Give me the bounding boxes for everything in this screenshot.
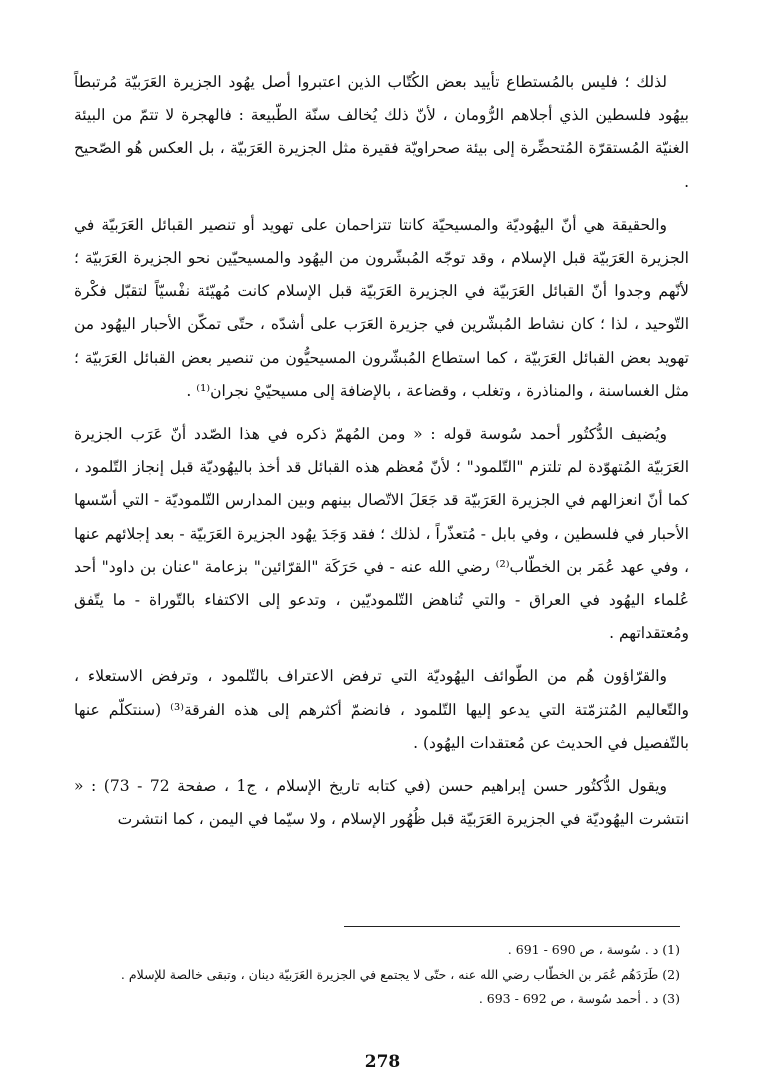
footnote-1: (1) د . سُوسة ، ص 690 - 691 . bbox=[507, 942, 680, 957]
main-text bbox=[74, 66, 689, 836]
paragraph-2: والحقيقة هي أنّ اليهُوديّة والمسيحيّة كانتا تتزاحمان على تهويد أو تنصير القبائل العَرَبيّة في الجزيرة العَرَبيّة قبل الإسلام ، وقد توجّه المُبشّرون من اليهُود والمسيحيّين نحو الجزيرة العَرَبيّة ؛ لأنّهم وجدوا أنّ القبائل العَرَبيّة في الجزيرة العَرَبيّة قبل الإسلام كانت مُهيّئة نفْسيّاً لتقبّل فكْرة التّوحيد ، لذا ؛ كان نشاط المُبشّرين في جزيرة العَرَب على أشدّه ، حتّى تمكّن الأحبار اليهُود من تهويد بعض القبائل العَرَبيّة ، كما استطاع المُبشّرون المسيحيُّون من تنصير بعض القبائل العَرَبيّة ؛ مثل الغساسنة ، والمناذرة ، وتغلب ، وقضاعة ، بالإضافة إلى مسيحيّيْ نجران⁽¹⁾ . bbox=[74, 215, 689, 400]
paragraph-1: لذلك ؛ فليس بالمُستطاع تأييد بعض الكُتّاب الذين اعتبروا أصل يهُود الجزيرة العَرَبيّة مُرتبطاً بيهُود فلسطين الذي أجلاهم الرُّومان ، لأنّ ذلك يُخالف سنّة الطّبيعة : فالهجرة لا تتمّ من البيئة الغنيّة المُستقرّة المُتحضِّرة إلى بيئة صحراويّة فقيرة مثل الجزيرة العَرَبيّة ، بل العكس هُو الصّحيح . bbox=[74, 73, 689, 191]
paragraph-5: ويقول الدُّكتُور حسن إبراهيم حسن (في كتابه تاريخ الإسلام ، ج1 ، صفحة 72 - 73) : « انتشرت اليهُوديّة في الجزيرة العَرَبيّة قبل ظُهُور الإسلام ، ولا سيّما في اليمن ، كما انتشرت bbox=[74, 777, 689, 829]
footnotes bbox=[74, 938, 680, 1012]
paragraph-4: والقرّاؤون هُم من الطّوائف اليهُوديّة التي ترفض الاعتراف بالتّلمود ، وترفض الاستعلاء ، والتّعاليم المُتزمّتة التي يدعو إليها التّلمود ، فانضمّ أكثرهم إلى هذه الفرقة⁽³⁾ (سنتكلّم عنها بالتّفصيل في الحديث عن مُعتقدات اليهُود) . bbox=[74, 667, 689, 752]
footnote-3: (3) د . أحمد سُوسة ، ص 692 - 693 . bbox=[478, 991, 680, 1006]
paragraph-3: ويُضيف الدُّكتُور أحمد سُوسة قوله : « ومن المُهمّ ذكره في هذا الصّدد أنّ عَرَب الجزيرة العَرَبيّة المُتهوّدة لم تلتزم "التّلمود" ؛ لأنّ مُعظم هذه القبائل قد أخذ باليهُوديّة قبل إنجاز التّلمود ، كما أنّ انعزالهم في الجزيرة العَرَبيّة قد جَعَلَ الاتّصال بينهم وبين المدارس التّلموديّة - التي أسّسها الأحبار في فلسطين ، وفي بابل - مُتعذّراً ، لذلك ؛ فقد وَجَدَ يهُود الجزيرة العَرَبيّة - بعد إجلائهم عنها ، وفي عهد عُمَر بن الخطّاب⁽²⁾ رضي الله عنه - في حَرَكَة "القرّائين" بزعامة "عنان بن داود" أحد عُلماء اليهُود في العراق - والتي تُناهض التّلموديّين ، وتدعو إلى الاكتفاء بالتّوراة - ما يتّفق ومُعتقداتهم . bbox=[74, 425, 690, 643]
footnote-2: (2) طَرَدَهُم عُمَر بن الخطّاب رضي الله عنه ، حتّى لا يجتمع في الجزيرة العَرَبيّة دينان ، وتبقى خالصة للإسلام . bbox=[120, 966, 680, 982]
footnote-divider bbox=[344, 926, 680, 927]
page-number: 278 bbox=[364, 1052, 401, 1072]
